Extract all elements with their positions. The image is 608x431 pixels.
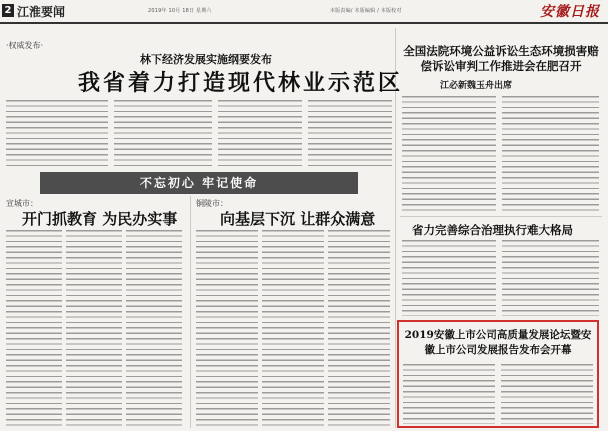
text-column (502, 96, 599, 214)
text-column (502, 240, 599, 316)
date-line: 2019年 10月 18日 星期六 (148, 8, 212, 14)
text-column (126, 230, 182, 428)
text-column (402, 240, 496, 316)
theme-band-text: 不忘初心 牢记使命 (139, 176, 259, 190)
highlighted-article (397, 320, 599, 428)
sub-kicker-2: 铜陵市： (196, 199, 228, 208)
sub-kicker-1: 宣城市： (6, 199, 38, 208)
text-column (218, 100, 302, 166)
right-subhead-1: 江必新魏玉舟出席 (440, 81, 513, 91)
text-column (328, 230, 390, 428)
column-divider (190, 196, 191, 428)
right-headline-1: 全国法院环境公益诉讼生态环境损害赔偿诉讼审判工作推进会在肥召开 (403, 44, 599, 73)
header-meta: 本版责编/ 本版编辑 / 本版校对 (330, 8, 402, 14)
text-column (196, 230, 258, 428)
text-column (308, 100, 392, 166)
main-headline: 我省着力打造现代林业示范区 (78, 70, 404, 96)
newspaper-logo: 安徽日报 (540, 4, 600, 20)
text-column (114, 100, 212, 166)
highlight-headline: 2019安徽上市公司高质量发展论坛暨安徽上市公司发展报告发布会开幕 (404, 329, 592, 356)
sub-headline-1: 开门抓教育 为民办实事 (22, 210, 178, 228)
article-deck: 林下经济发展实施纲要发布 (140, 53, 272, 66)
sub-headline-2: 向基层下沉 让群众满意 (220, 210, 376, 228)
theme-band (40, 172, 358, 194)
text-column (66, 230, 122, 428)
text-column (6, 100, 108, 166)
text-column (501, 364, 593, 424)
text-column (402, 96, 496, 214)
section-title: 江淮要闻 (17, 5, 66, 19)
text-column (403, 364, 495, 424)
page-header (0, 0, 608, 24)
text-column (6, 230, 62, 428)
section-divider (400, 216, 602, 217)
text-column (262, 230, 324, 428)
right-headline-2: 省力完善综合治理执行难大格局 (412, 223, 573, 237)
article-kicker: ·权威发布· (6, 41, 44, 50)
page-number: 2 (2, 4, 14, 17)
